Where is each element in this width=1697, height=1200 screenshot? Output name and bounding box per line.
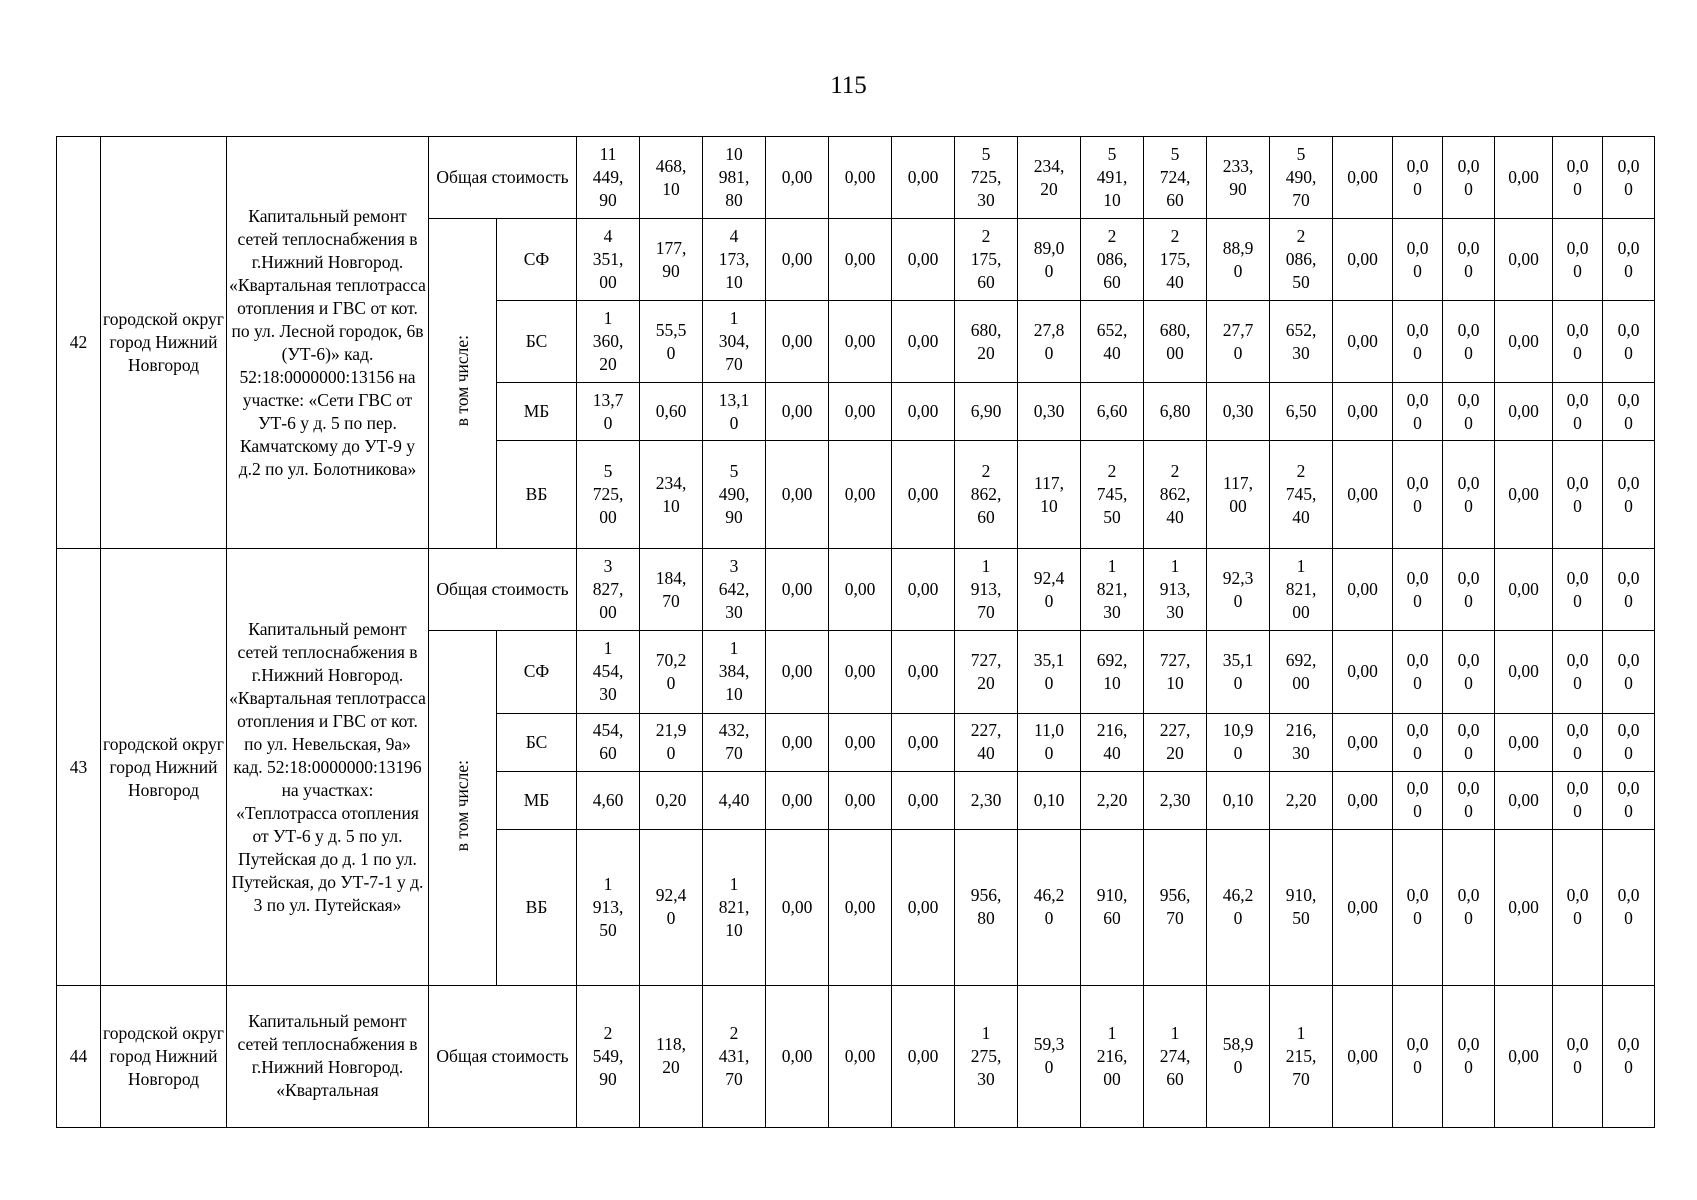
budget-table [56, 136, 1655, 1128]
amount-cell: 0,00 [892, 441, 955, 549]
amount-cell: 0,00 [829, 829, 892, 985]
amount-cell: 0,0 0 [1443, 137, 1495, 219]
municipality-cell: городской округ город Нижний Новгород [101, 137, 227, 549]
amount-cell: 234, 20 [1018, 137, 1081, 219]
including-label: в том числе: [452, 759, 472, 851]
amount-cell: 1 913, 30 [1144, 549, 1207, 631]
amount-cell: 0,00 [1333, 441, 1393, 549]
amount-cell: 4 351, 00 [577, 219, 640, 301]
amount-cell: 1 454, 30 [577, 631, 640, 713]
amount-cell: 0,00 [1495, 219, 1553, 301]
amount-cell: 46,2 0 [1018, 829, 1081, 985]
amount-cell: 2 862, 40 [1144, 441, 1207, 549]
amount-cell: 0,00 [829, 631, 892, 713]
amount-cell: 956, 70 [1144, 829, 1207, 985]
total-cost-label: Общая стоимость [429, 549, 577, 631]
amount-cell: 0,0 0 [1603, 137, 1655, 219]
amount-cell: 0,00 [829, 301, 892, 383]
amount-cell: 0,0 0 [1553, 301, 1603, 383]
amount-cell: 6,60 [1081, 383, 1144, 441]
amount-cell: 0,00 [766, 383, 829, 441]
amount-cell: 0,0 0 [1443, 631, 1495, 713]
amount-cell: 11,0 0 [1018, 713, 1081, 771]
amount-cell: 1 821, 10 [703, 829, 766, 985]
amount-cell: 216, 30 [1270, 713, 1333, 771]
amount-cell: 0,00 [766, 549, 829, 631]
amount-cell: 10 981, 80 [703, 137, 766, 219]
amount-cell: 1 913, 70 [955, 549, 1018, 631]
amount-cell: 0,00 [1333, 985, 1393, 1127]
funding-source-label: ВБ [497, 441, 577, 549]
amount-cell: 0,00 [829, 985, 892, 1127]
amount-cell: 910, 60 [1081, 829, 1144, 985]
amount-cell: 2 745, 50 [1081, 441, 1144, 549]
amount-cell: 0,0 0 [1603, 301, 1655, 383]
amount-cell: 0,00 [829, 771, 892, 829]
amount-cell: 432, 70 [703, 713, 766, 771]
amount-cell: 0,0 0 [1443, 771, 1495, 829]
amount-cell: 0,60 [640, 383, 703, 441]
amount-cell: 0,0 0 [1393, 985, 1443, 1127]
project-description-cell: Капитальный ремонт сетей теплоснабжения в г.Нижний Новгород. «Квартальная теплотрасса отопления и ГВС от кот. по ул. Невельская, 9а» кад. 52:18:0000000:13196 на участках: «Теплотрасса отопления от УТ-6 у д. 5 по ул. Путейская до д. 1 по ул. Путейская, до УТ-7-1 у д. 3 по ул. Путейская» [227, 549, 429, 985]
amount-cell: 0,30 [1018, 383, 1081, 441]
amount-cell: 0,00 [1495, 631, 1553, 713]
funding-source-label: МБ [497, 771, 577, 829]
amount-cell: 27,8 0 [1018, 301, 1081, 383]
amount-cell: 0,0 0 [1443, 301, 1495, 383]
amount-cell: 2 862, 60 [955, 441, 1018, 549]
amount-cell: 0,0 0 [1393, 829, 1443, 985]
amount-cell: 4,60 [577, 771, 640, 829]
amount-cell: 6,80 [1144, 383, 1207, 441]
amount-cell: 0,00 [766, 301, 829, 383]
amount-cell: 0,0 0 [1393, 301, 1443, 383]
amount-cell: 0,00 [1333, 771, 1393, 829]
amount-cell: 454, 60 [577, 713, 640, 771]
amount-cell: 117, 00 [1207, 441, 1270, 549]
amount-cell: 692, 00 [1270, 631, 1333, 713]
amount-cell: 956, 80 [955, 829, 1018, 985]
amount-cell: 0,00 [1333, 631, 1393, 713]
amount-cell: 0,00 [1333, 301, 1393, 383]
amount-cell: 910, 50 [1270, 829, 1333, 985]
amount-cell: 2 175, 60 [955, 219, 1018, 301]
amount-cell: 0,0 0 [1443, 549, 1495, 631]
funding-source-label: СФ [497, 631, 577, 713]
amount-cell: 5 724, 60 [1144, 137, 1207, 219]
amount-cell: 227, 20 [1144, 713, 1207, 771]
amount-cell: 680, 20 [955, 301, 1018, 383]
amount-cell: 1 274, 60 [1144, 985, 1207, 1127]
amount-cell: 0,00 [892, 985, 955, 1127]
amount-cell: 0,00 [892, 137, 955, 219]
amount-cell: 1 216, 00 [1081, 985, 1144, 1127]
including-label-cell [429, 631, 497, 985]
amount-cell: 46,2 0 [1207, 829, 1270, 985]
amount-cell: 6,50 [1270, 383, 1333, 441]
amount-cell: 0,0 0 [1393, 441, 1443, 549]
amount-cell: 727, 10 [1144, 631, 1207, 713]
amount-cell: 216, 40 [1081, 713, 1144, 771]
amount-cell: 0,0 0 [1603, 631, 1655, 713]
amount-cell: 59,3 0 [1018, 985, 1081, 1127]
amount-cell: 0,00 [1333, 219, 1393, 301]
amount-cell: 184, 70 [640, 549, 703, 631]
amount-cell: 2 175, 40 [1144, 219, 1207, 301]
amount-cell: 0,00 [1333, 383, 1393, 441]
amount-cell: 1 275, 30 [955, 985, 1018, 1127]
amount-cell: 0,00 [892, 549, 955, 631]
amount-cell: 35,1 0 [1018, 631, 1081, 713]
amount-cell: 0,0 0 [1443, 985, 1495, 1127]
amount-cell: 0,0 0 [1553, 219, 1603, 301]
amount-cell: 0,00 [1495, 985, 1553, 1127]
amount-cell: 0,00 [829, 549, 892, 631]
amount-cell: 0,00 [1495, 713, 1553, 771]
amount-cell: 2,20 [1270, 771, 1333, 829]
amount-cell: 234, 10 [640, 441, 703, 549]
amount-cell: 233, 90 [1207, 137, 1270, 219]
amount-cell: 0,0 0 [1443, 383, 1495, 441]
amount-cell: 0,0 0 [1553, 985, 1603, 1127]
amount-cell: 0,0 0 [1393, 771, 1443, 829]
amount-cell: 0,0 0 [1553, 441, 1603, 549]
amount-cell: 0,00 [829, 713, 892, 771]
amount-cell: 2,20 [1081, 771, 1144, 829]
amount-cell: 0,00 [766, 713, 829, 771]
amount-cell: 13,7 0 [577, 383, 640, 441]
amount-cell: 92,4 0 [1018, 549, 1081, 631]
amount-cell: 0,0 0 [1603, 219, 1655, 301]
amount-cell: 680, 00 [1144, 301, 1207, 383]
including-label-cell [429, 219, 497, 549]
amount-cell: 0,00 [829, 219, 892, 301]
amount-cell: 55,5 0 [640, 301, 703, 383]
amount-cell: 0,00 [1495, 771, 1553, 829]
amount-cell: 6,90 [955, 383, 1018, 441]
amount-cell: 0,0 0 [1553, 383, 1603, 441]
amount-cell: 92,4 0 [640, 829, 703, 985]
row-number: 43 [57, 549, 101, 985]
amount-cell: 652, 30 [1270, 301, 1333, 383]
amount-cell: 5 490, 70 [1270, 137, 1333, 219]
amount-cell: 0,00 [1495, 383, 1553, 441]
amount-cell: 227, 40 [955, 713, 1018, 771]
amount-cell: 727, 20 [955, 631, 1018, 713]
amount-cell: 0,00 [892, 771, 955, 829]
amount-cell: 0,00 [829, 441, 892, 549]
amount-cell: 2 745, 40 [1270, 441, 1333, 549]
amount-cell: 13,1 0 [703, 383, 766, 441]
amount-cell: 0,0 0 [1553, 631, 1603, 713]
amount-cell: 1 215, 70 [1270, 985, 1333, 1127]
amount-cell: 0,00 [766, 829, 829, 985]
funding-source-label: БС [497, 301, 577, 383]
amount-cell: 0,00 [1495, 441, 1553, 549]
amount-cell: 0,0 0 [1393, 549, 1443, 631]
amount-cell: 0,0 0 [1443, 829, 1495, 985]
funding-source-label: МБ [497, 383, 577, 441]
amount-cell: 0,00 [766, 137, 829, 219]
amount-cell: 0,00 [892, 829, 955, 985]
amount-cell: 0,00 [892, 219, 955, 301]
amount-cell: 0,0 0 [1603, 771, 1655, 829]
amount-cell: 0,00 [1333, 713, 1393, 771]
amount-cell: 1 384, 10 [703, 631, 766, 713]
amount-cell: 0,0 0 [1443, 441, 1495, 549]
amount-cell: 0,0 0 [1393, 713, 1443, 771]
amount-cell: 0,00 [1333, 137, 1393, 219]
amount-cell: 1 821, 00 [1270, 549, 1333, 631]
amount-cell: 692, 10 [1081, 631, 1144, 713]
amount-cell: 0,00 [1495, 549, 1553, 631]
amount-cell: 0,0 0 [1603, 383, 1655, 441]
funding-source-label: БС [497, 713, 577, 771]
project-description-cell: Капитальный ремонт сетей теплоснабжения в г.Нижний Новгород. «Квартальная [227, 985, 429, 1127]
amount-cell: 2 086, 60 [1081, 219, 1144, 301]
amount-cell: 117, 10 [1018, 441, 1081, 549]
amount-cell: 2 549, 90 [577, 985, 640, 1127]
amount-cell: 2,30 [1144, 771, 1207, 829]
amount-cell: 0,0 0 [1603, 985, 1655, 1127]
amount-cell: 0,0 0 [1553, 137, 1603, 219]
amount-cell: 0,10 [1018, 771, 1081, 829]
funding-source-label: ВБ [497, 829, 577, 985]
amount-cell: 88,9 0 [1207, 219, 1270, 301]
amount-cell: 0,00 [1495, 829, 1553, 985]
amount-cell: 21,9 0 [640, 713, 703, 771]
funding-source-label: СФ [497, 219, 577, 301]
total-cost-label: Общая стоимость [429, 137, 577, 219]
amount-cell: 1 304, 70 [703, 301, 766, 383]
table-row-total [57, 549, 1655, 631]
amount-cell: 0,00 [766, 219, 829, 301]
amount-cell: 11 449, 90 [577, 137, 640, 219]
amount-cell: 1 821, 30 [1081, 549, 1144, 631]
including-label: в том числе: [452, 335, 472, 427]
amount-cell: 5 725, 30 [955, 137, 1018, 219]
amount-cell: 0,00 [1495, 301, 1553, 383]
amount-cell: 0,0 0 [1553, 829, 1603, 985]
amount-cell: 0,00 [766, 631, 829, 713]
amount-cell: 10,9 0 [1207, 713, 1270, 771]
amount-cell: 3 642, 30 [703, 549, 766, 631]
row-number: 44 [57, 985, 101, 1127]
amount-cell: 0,10 [1207, 771, 1270, 829]
amount-cell: 5 491, 10 [1081, 137, 1144, 219]
amount-cell: 0,00 [766, 771, 829, 829]
amount-cell: 0,0 0 [1393, 219, 1443, 301]
amount-cell: 0,0 0 [1603, 441, 1655, 549]
amount-cell: 5 490, 90 [703, 441, 766, 549]
amount-cell: 0,0 0 [1393, 383, 1443, 441]
row-number: 42 [57, 137, 101, 549]
amount-cell: 0,00 [1495, 137, 1553, 219]
amount-cell: 0,0 0 [1603, 829, 1655, 985]
amount-cell: 2 086, 50 [1270, 219, 1333, 301]
amount-cell: 652, 40 [1081, 301, 1144, 383]
amount-cell: 2,30 [955, 771, 1018, 829]
amount-cell: 0,00 [829, 383, 892, 441]
amount-cell: 35,1 0 [1207, 631, 1270, 713]
amount-cell: 4,40 [703, 771, 766, 829]
amount-cell: 70,2 0 [640, 631, 703, 713]
amount-cell: 0,00 [766, 441, 829, 549]
amount-cell: 0,00 [892, 383, 955, 441]
amount-cell: 1 360, 20 [577, 301, 640, 383]
amount-cell: 0,00 [892, 301, 955, 383]
amount-cell: 5 725, 00 [577, 441, 640, 549]
amount-cell: 177, 90 [640, 219, 703, 301]
page-number: 115 [830, 72, 867, 99]
amount-cell: 0,00 [892, 713, 955, 771]
amount-cell: 0,00 [1333, 829, 1393, 985]
project-description-cell: Капитальный ремонт сетей теплоснабжения в г.Нижний Новгород. «Квартальная теплотрасса отопления и ГВС от кот. по ул. Лесной городок, 6в (УТ-6)» кад. 52:18:0000000:13156 на участке: «Сети ГВС от УТ-6 у д. 5 по пер. Камчатскому до УТ-9 у д.2 по ул. Болотникова» [227, 137, 429, 549]
amount-cell: 1 913, 50 [577, 829, 640, 985]
amount-cell: 0,0 0 [1553, 549, 1603, 631]
amount-cell: 0,0 0 [1553, 713, 1603, 771]
amount-cell: 0,0 0 [1393, 631, 1443, 713]
amount-cell: 89,0 0 [1018, 219, 1081, 301]
amount-cell: 0,0 0 [1443, 219, 1495, 301]
amount-cell: 2 431, 70 [703, 985, 766, 1127]
amount-cell: 27,7 0 [1207, 301, 1270, 383]
municipality-cell: городской округ город Нижний Новгород [101, 985, 227, 1127]
municipality-cell: городской округ город Нижний Новгород [101, 549, 227, 985]
amount-cell: 0,00 [829, 137, 892, 219]
amount-cell: 0,0 0 [1443, 713, 1495, 771]
amount-cell: 0,30 [1207, 383, 1270, 441]
table-row-total [57, 985, 1655, 1127]
amount-cell: 0,0 0 [1553, 771, 1603, 829]
amount-cell: 0,0 0 [1603, 549, 1655, 631]
amount-cell: 468, 10 [640, 137, 703, 219]
amount-cell: 0,0 0 [1603, 713, 1655, 771]
total-cost-label: Общая стоимость [429, 985, 577, 1127]
amount-cell: 58,9 0 [1207, 985, 1270, 1127]
amount-cell: 4 173, 10 [703, 219, 766, 301]
table-row-total [57, 137, 1655, 219]
amount-cell: 0,00 [892, 631, 955, 713]
amount-cell: 0,0 0 [1393, 137, 1443, 219]
amount-cell: 3 827, 00 [577, 549, 640, 631]
amount-cell: 0,00 [1333, 549, 1393, 631]
amount-cell: 118, 20 [640, 985, 703, 1127]
amount-cell: 92,3 0 [1207, 549, 1270, 631]
amount-cell: 0,00 [766, 985, 829, 1127]
amount-cell: 0,20 [640, 771, 703, 829]
